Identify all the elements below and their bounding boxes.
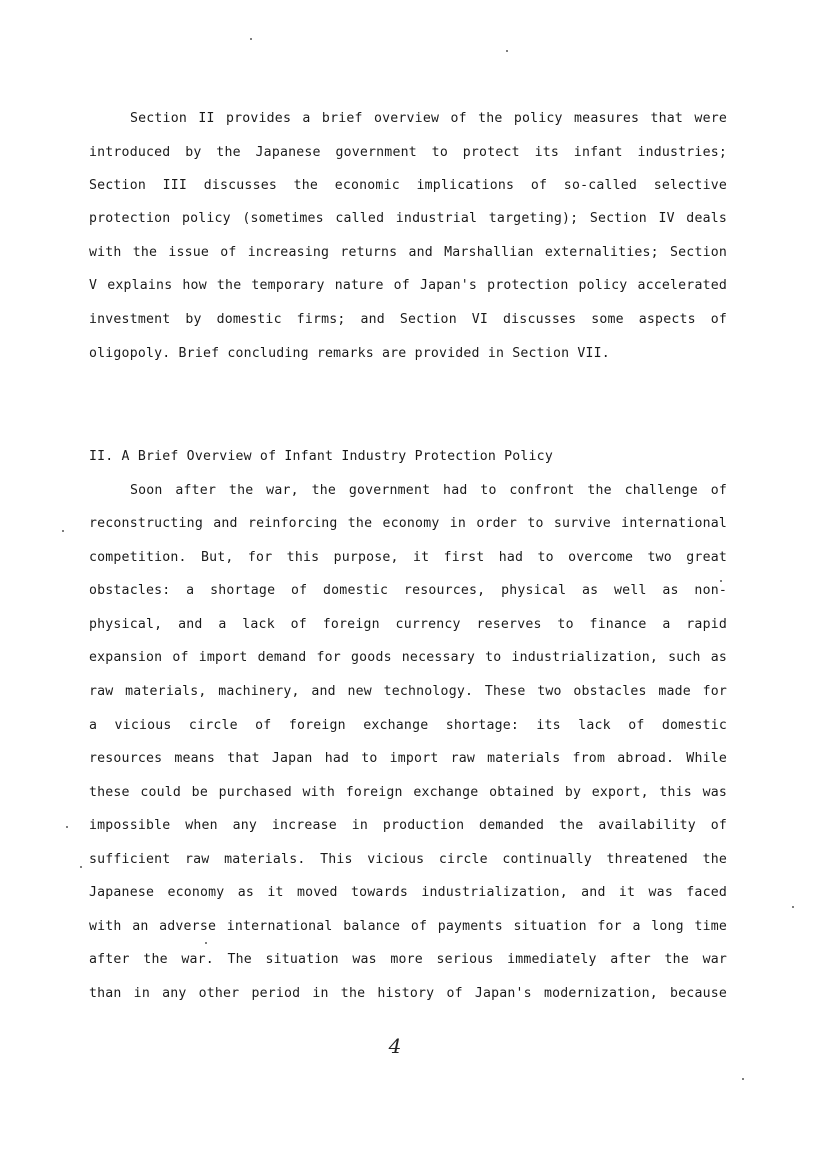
intro-line: Section II provides a brief overview of the policy measures that were	[130, 111, 727, 126]
intro-line: V explains how the temporary nature of Japan's protection policy accelerated	[89, 278, 727, 293]
intro-line: with the issue of increasing returns and Marshallian externalities; Section	[89, 245, 727, 260]
page-number: 4	[388, 1034, 402, 1058]
scan-speck	[506, 50, 508, 52]
intro-line: oligopoly. Brief concluding remarks are provided in Section VII.	[89, 346, 610, 361]
body-line: raw materials, machinery, and new technology. These two obstacles made for	[89, 684, 727, 699]
body-line: resources means that Japan had to import raw materials from abroad. While	[89, 751, 727, 766]
body-line: after the war. The situation was more serious immediately after the war	[89, 952, 727, 967]
scan-speck	[205, 942, 207, 944]
body-line: these could be purchased with foreign exchange obtained by export, this was	[89, 785, 727, 800]
body-line: sufficient raw materials. This vicious circle continually threatened the	[89, 852, 727, 867]
body-line: obstacles: a shortage of domestic resources, physical as well as non-	[89, 583, 727, 598]
body-line: Soon after the war, the government had to confront the challenge of	[130, 483, 727, 498]
scan-speck	[80, 866, 82, 868]
scan-speck	[720, 580, 722, 582]
intro-line: investment by domestic firms; and Section VI discusses some aspects of	[89, 312, 727, 327]
body-line: with an adverse international balance of payments situation for a long time	[89, 919, 727, 934]
body-line: expansion of import demand for goods necessary to industrialization, such as	[89, 650, 727, 665]
body-line: impossible when any increase in production demanded the availability of	[89, 818, 727, 833]
scan-speck	[250, 38, 252, 40]
scan-speck	[742, 1078, 744, 1080]
intro-line: introduced by the Japanese government to protect its infant industries;	[89, 145, 727, 160]
intro-line: protection policy (sometimes called industrial targeting); Section IV deals	[89, 211, 727, 226]
body-line: Japanese economy as it moved towards industrialization, and it was faced	[89, 885, 727, 900]
section-heading: II. A Brief Overview of Infant Industry Protection Policy	[89, 449, 553, 464]
scan-speck	[792, 906, 794, 908]
scan-speck	[66, 826, 68, 828]
body-line: a vicious circle of foreign exchange shortage: its lack of domestic	[89, 718, 727, 733]
body-line: competition. But, for this purpose, it first had to overcome two great	[89, 550, 727, 565]
scan-speck	[62, 530, 64, 532]
body-line: reconstructing and reinforcing the economy in order to survive international	[89, 516, 727, 531]
body-line: than in any other period in the history of Japan's modernization, because	[89, 986, 727, 1001]
intro-line: Section III discusses the economic implications of so-called selective	[89, 178, 727, 193]
body-line: physical, and a lack of foreign currency reserves to finance a rapid	[89, 617, 727, 632]
